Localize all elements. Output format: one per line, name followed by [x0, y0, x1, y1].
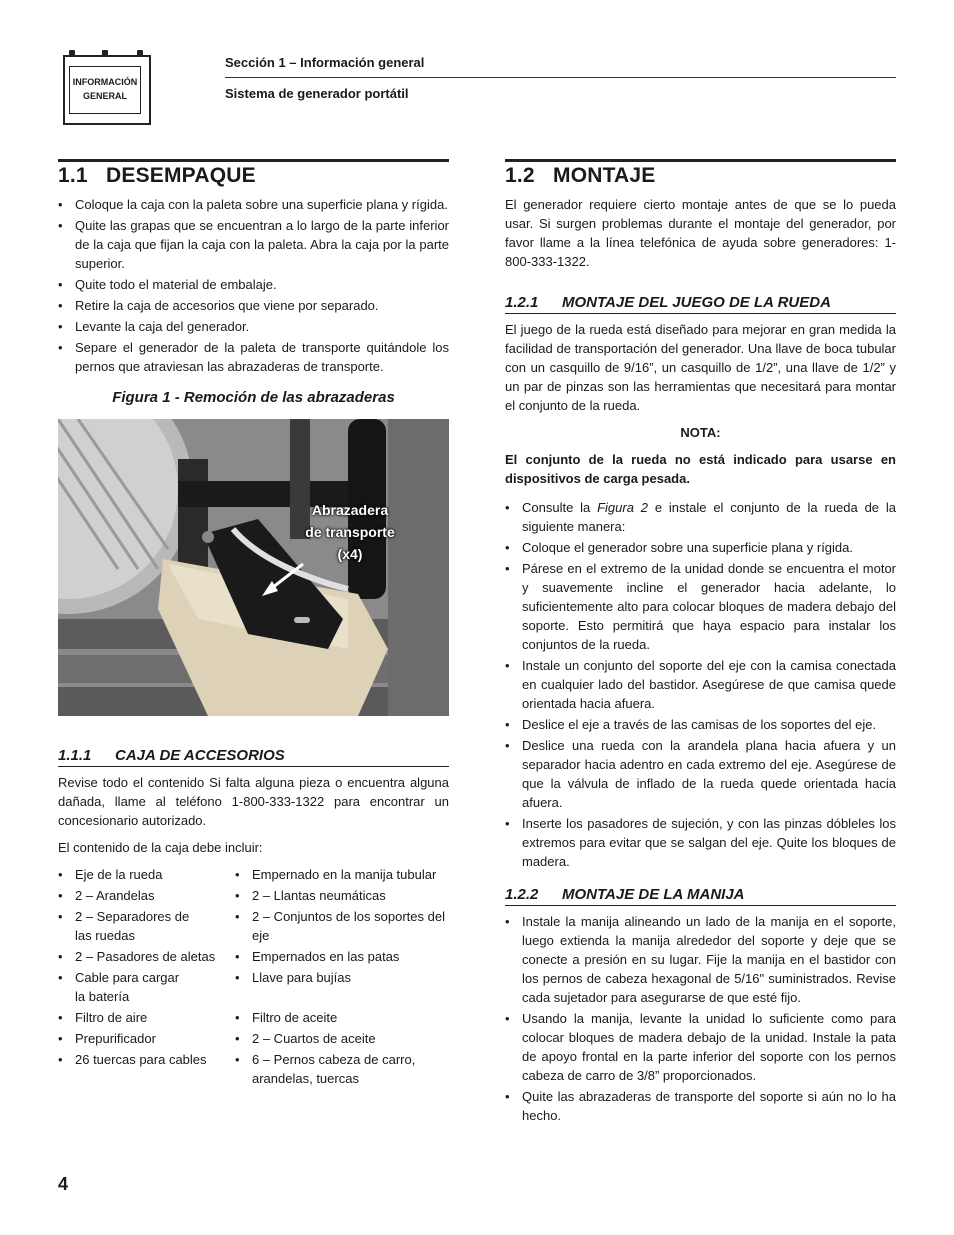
- subsection-number: 1.2.2: [505, 886, 539, 903]
- list-item: • Levante la caja del generador.: [58, 317, 449, 336]
- subsection-title: MONTAJE DE LA MANIJA: [562, 886, 745, 903]
- list-item: • Llave para bujías: [235, 968, 445, 987]
- text-run: Consulte la: [522, 500, 598, 515]
- list-item: • 6 – Pernos cabeza de carro, arandelas, tuercas: [235, 1050, 445, 1088]
- figure-callout: [290, 499, 410, 565]
- list-item: • Retire la caja de accesorios que viene por separado.: [58, 296, 449, 315]
- header-section: Sección 1 – Información general: [225, 55, 425, 70]
- section-1-2-1-heading: [505, 293, 896, 314]
- figure-1-photo: [58, 419, 449, 716]
- paragraph: El generador requiere cierto montaje antes de que se lo pueda usar. Si surgen problemas durante el montaje del generador, por favor llame a la línea telefónica de ayuda sobre generadores: 1-800-333-1322.: [505, 197, 896, 269]
- figure-caption: Figura 1 - Remoción de las abrazaderas: [112, 389, 395, 406]
- list-item: • Coloque la caja con la paleta sobre una superficie plana y rígida.: [58, 195, 449, 214]
- paragraph: Revise todo el contenido Si falta alguna pieza o encuentra alguna dañada, llame al teléfono 1-800-333-1322 para encontrar un concesionario autorizado.: [58, 775, 449, 828]
- list-item: • Cable para cargar la batería: [58, 968, 185, 1006]
- section-1-2-2-heading: [505, 885, 896, 906]
- badge-line-2: GENERAL: [82, 91, 127, 101]
- section-number: 1.1: [58, 164, 88, 187]
- badge-line-1: INFORMACIÓN: [72, 77, 138, 87]
- list-item: • 26 tuercas para cables: [58, 1050, 235, 1069]
- list-item: • Quite todo el material de embalaje.: [58, 275, 449, 294]
- list-item: • Usando la manija, levante la unidad lo suficiente como para colocar bloques de madera debajo de la unidad. Instale la pata de apoyo frontal en la parte inferior del soporte con los pernos cabeza de carro de 3/8” proporcionados.: [505, 1009, 896, 1085]
- list-item: • 2 – Llantas neumáticas: [235, 886, 445, 905]
- list-item: • Instale un conjunto del soporte del eje con la camisa conectada en cualquier lado del bastidor. Asegúrese de que camisa quede orientada hacia afuera.: [505, 656, 896, 713]
- list-item: • Quite las abrazaderas de transporte del soporte si aún no lo ha hecho.: [505, 1087, 896, 1125]
- list-item: • Filtro de aceite: [235, 1008, 445, 1027]
- section-badge: [63, 50, 149, 122]
- list-item: [505, 498, 896, 536]
- section-rule: [505, 159, 896, 162]
- header-rule: [225, 77, 896, 78]
- list-item: • Párese en el extremo de la unidad donde se encuentra el motor y suavemente incline el generador hacia adelante, lo suficientemente alto para colocar bloques de madera debajo del soporte. Esto permitirá que haya espacio para instalar los conjuntos de la rueda.: [505, 559, 896, 654]
- page-number: 4: [58, 1174, 69, 1194]
- list-item: • 2 – Pasadores de aletas: [58, 947, 235, 966]
- section-1-2-heading: [505, 166, 896, 185]
- paragraph: El juego de la rueda está diseñado para mejorar en gran medida la facilidad de transportación del generador. Una llave de boca tubular con un casquillo de 9/16”, un casquillo de 1/2”, una llave de 1/2” y un par de pinzas son las herramientas que necesitará para montar el conjunto de la rueda.: [505, 322, 896, 413]
- subsection-number: 1.2.1: [505, 294, 539, 311]
- list-item: • Inserte los pasadores de sujeción, y con las pinzas dóbleles los extremos para evitar que se salgan del eje. Quite los bloques de madera.: [505, 814, 896, 871]
- note-heading: NOTA:: [680, 425, 721, 440]
- list-item: • Filtro de aire: [58, 1008, 235, 1027]
- subsection-number: 1.1.1: [58, 747, 92, 764]
- badge-frame: [63, 55, 151, 125]
- list-item: • 2 – Conjuntos de los soportes del eje: [235, 907, 445, 945]
- list-item: • Prepurificador: [58, 1029, 235, 1048]
- left-column: [58, 159, 449, 1090]
- list-item: • Instale la manija alineando un lado de la manija en el soporte, luego extienda la manija alrededor del soporte y deje que se conecte a presión en su lugar. Fije la manija en el bastidor con los pernos de cabeza hexagonal de 5/16" suministrados. Revise cada sujetador para asegurarse de que esté fijo.: [505, 912, 896, 1007]
- list-item: • Empernado en la manija tubular: [235, 865, 445, 884]
- accessories-list-right: [235, 865, 445, 1090]
- callout-line: Abrazadera: [311, 502, 389, 518]
- list-item: • 2 – Separadores de las ruedas: [58, 907, 205, 945]
- handle-assembly-steps: [505, 912, 896, 1125]
- section-rule: [58, 159, 449, 162]
- header-subtitle: Sistema de generador portátil: [225, 86, 409, 101]
- list-item: • Deslice el eje a través de las camisas de los soportes del eje.: [505, 715, 896, 734]
- section-title: DESEMPAQUE: [106, 164, 256, 187]
- note-body: El conjunto de la rueda no está indicado para usarse en dispositivos de carga pesada.: [505, 452, 896, 486]
- badge-label: [69, 66, 141, 114]
- callout-line: (x4): [337, 546, 363, 562]
- list-item: • Eje de la rueda: [58, 865, 235, 884]
- figure-reference: Figura 2: [597, 500, 649, 515]
- paragraph: El contenido de la caja debe incluir:: [58, 840, 263, 855]
- section-number: 1.2: [505, 164, 535, 187]
- callout-line: de transporte: [305, 524, 395, 540]
- section-title: MONTAJE: [553, 164, 656, 187]
- subsection-title: CAJA DE ACCESORIOS: [115, 747, 285, 764]
- subsection-title: MONTAJE DEL JUEGO DE LA RUEDA: [562, 294, 831, 311]
- section-1-1-heading: [58, 166, 449, 185]
- list-item: • Empernados en las patas: [235, 947, 445, 966]
- right-column: [505, 159, 896, 1127]
- text-run: e instale el conjunto de la rueda de la siguiente manera:: [522, 500, 896, 534]
- list-item: • 2 – Cuartos de aceite: [235, 1029, 445, 1048]
- list-item: • Deslice una rueda con la arandela plana hacia afuera y un separador hacia adentro en cada extremo del eje. Asegúrese de que la válvula de inflado de la rueda quede orientada hacia afuera.: [505, 736, 896, 812]
- list-item: • Coloque el generador sobre una superficie plana y rígida.: [505, 538, 896, 557]
- unpacking-list: [58, 195, 449, 376]
- accessories-list: [58, 865, 449, 1090]
- section-1-1-1-heading: [58, 746, 449, 767]
- accessories-list-left: [58, 865, 235, 1090]
- list-item: • Separe el generador de la paleta de transporte quitándole los pernos que atraviesan las abrazaderas de transporte.: [58, 338, 449, 376]
- wheel-assembly-steps: [505, 498, 896, 871]
- list-item: • 2 – Arandelas: [58, 886, 235, 905]
- photo-illustration: [58, 419, 449, 716]
- list-item: • Quite las grapas que se encuentran a lo largo de la parte inferior de la caja que fijan la caja con la paleta. Abra la caja por la parte superior.: [58, 216, 449, 273]
